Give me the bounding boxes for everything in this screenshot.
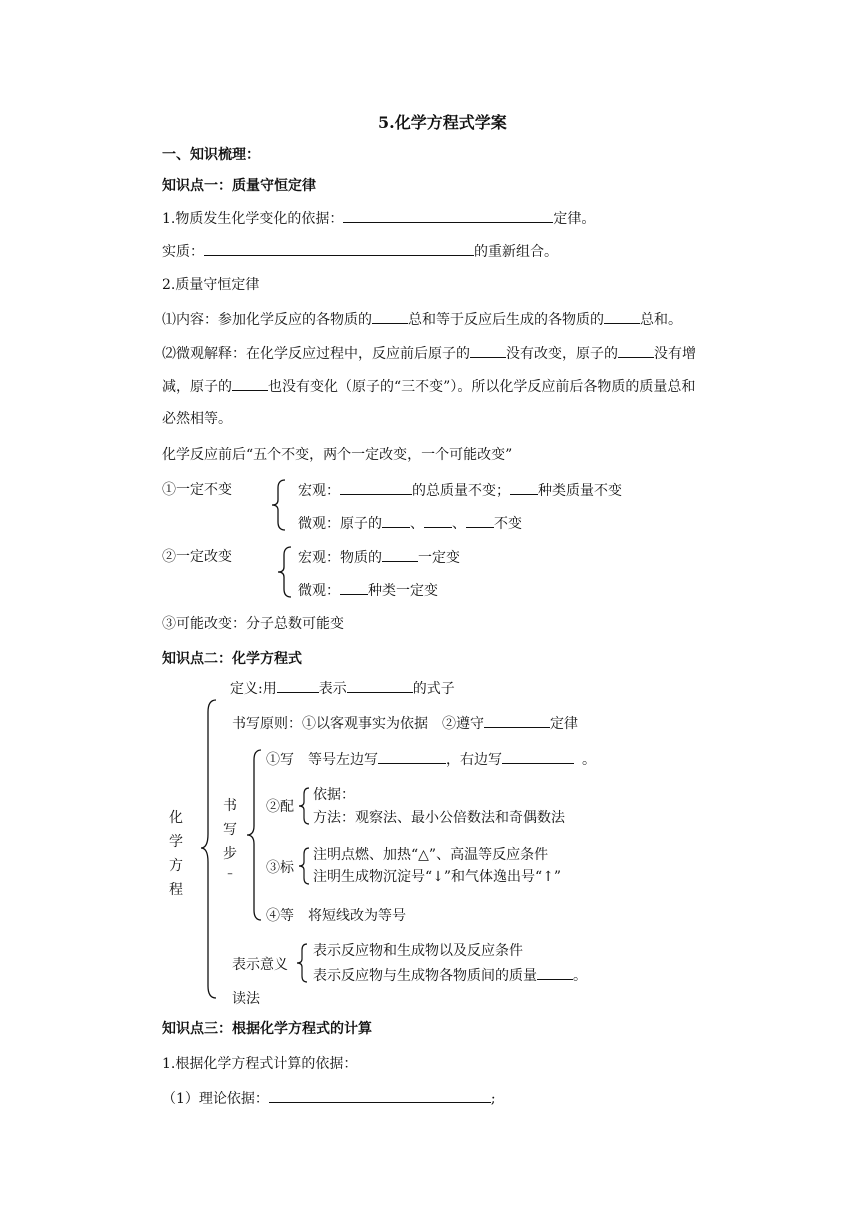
def-text: 的式子 bbox=[412, 681, 455, 697]
macro-label: 宏观：物质的 bbox=[298, 550, 382, 566]
content-text: ⑴内容：参加化学反应的各物质的 bbox=[162, 312, 372, 328]
step-equal: ④等 将短线改为等号 bbox=[266, 908, 406, 924]
step-write bbox=[266, 749, 596, 770]
steps-vertical-char: 书 bbox=[223, 798, 237, 814]
changed-macro bbox=[298, 547, 460, 568]
kp1-item1-label: 1.物质发生化学变化的依据： bbox=[162, 211, 344, 227]
steps-vertical-char: 写 bbox=[223, 822, 237, 838]
changed-label: ②一定改变 bbox=[162, 549, 232, 565]
blank bbox=[340, 580, 368, 595]
essence-label: 实质： bbox=[162, 244, 204, 260]
unchanged-macro bbox=[298, 480, 622, 501]
brace-icon bbox=[297, 786, 311, 826]
blank bbox=[484, 713, 550, 728]
step-mark-label: ③标 bbox=[266, 860, 294, 876]
blank bbox=[618, 343, 654, 358]
vertical-label-char: 化 bbox=[169, 810, 183, 826]
unchanged-label: ①一定不变 bbox=[162, 482, 232, 498]
brace-icon bbox=[295, 942, 309, 984]
definition bbox=[230, 678, 455, 699]
kp3-heading: 知识点三：根据化学方程式的计算 bbox=[162, 1021, 372, 1037]
micro-label: 微观： bbox=[298, 583, 340, 599]
micro-text: 不变 bbox=[494, 516, 522, 532]
content-text: 总和。 bbox=[640, 312, 682, 328]
step-mark-conditions: 注明点燃、加热“△”、高温等反应条件 bbox=[313, 847, 549, 863]
brace-icon bbox=[270, 478, 288, 532]
def-text: 表示 bbox=[318, 681, 347, 697]
micro-text: 没有增 bbox=[654, 346, 696, 362]
principle-text: 定律 bbox=[550, 716, 578, 732]
brace-icon bbox=[198, 698, 220, 1000]
content-text: 总和等于反应后生成的各物质的 bbox=[408, 312, 604, 328]
blank bbox=[204, 241, 474, 256]
blank bbox=[232, 376, 268, 391]
blank bbox=[510, 480, 538, 495]
blank bbox=[378, 749, 446, 764]
blank bbox=[382, 547, 418, 562]
macro-text: 一定变 bbox=[418, 550, 460, 566]
kp1-micro3: 必然相等。 bbox=[162, 411, 232, 427]
steps-vertical-char: – bbox=[227, 867, 233, 880]
macro-text: 种类质量不变 bbox=[538, 483, 622, 499]
separator: 、 bbox=[410, 516, 424, 532]
step-text: ①写 等号左边写 bbox=[266, 752, 378, 768]
blank bbox=[604, 309, 640, 324]
blank bbox=[347, 678, 413, 693]
reading-method: 读法 bbox=[232, 991, 260, 1007]
unchanged-micro bbox=[298, 513, 522, 534]
essence-after: 的重新组合。 bbox=[474, 244, 558, 260]
micro-text: 没有改变，原子的 bbox=[506, 346, 618, 362]
separator: 、 bbox=[452, 516, 466, 532]
blank bbox=[340, 480, 412, 495]
blank bbox=[343, 208, 553, 223]
blank bbox=[466, 513, 494, 528]
micro-text: 减，原子的 bbox=[162, 379, 232, 395]
micro-text: 种类一定变 bbox=[368, 583, 438, 599]
kp3-item1: 1.根据化学方程式计算的依据： bbox=[162, 1056, 358, 1072]
kp1-micro bbox=[162, 343, 696, 364]
section-heading: 一、知识梳理： bbox=[162, 147, 260, 163]
blank bbox=[502, 749, 574, 764]
kp1-micro2 bbox=[162, 376, 695, 397]
macro-label: 宏观： bbox=[298, 483, 340, 499]
micro-text: 也没有变化（原子的“三不变”）。所以化学反应前后各物质的质量总和 bbox=[268, 379, 696, 395]
micro-text: ⑵微观解释：在化学反应过程中，反应前后原子的 bbox=[162, 346, 470, 362]
kp1-item1 bbox=[162, 208, 595, 229]
meaning-label: 表示意义 bbox=[232, 957, 288, 973]
kp1-content bbox=[162, 309, 682, 330]
brace-icon bbox=[297, 846, 311, 886]
vertical-label-char: 学 bbox=[169, 834, 183, 850]
blank bbox=[277, 678, 319, 693]
step-text: 。 bbox=[582, 752, 596, 768]
step-balance-label: ②配 bbox=[266, 799, 294, 815]
blank bbox=[269, 1088, 491, 1103]
meaning-text: 表示反应物与生成物各物质间的质量 bbox=[313, 968, 537, 984]
kp1-item2: 2.质量守恒定律 bbox=[162, 277, 260, 293]
maybe-change: ③可能改变：分子总数可能变 bbox=[162, 616, 344, 632]
blank bbox=[424, 513, 452, 528]
blank bbox=[372, 309, 408, 324]
step-balance-method: 方法：观察法、最小公倍数法和奇偶数法 bbox=[313, 810, 565, 826]
def-text: 定义:用 bbox=[230, 681, 277, 697]
theory-label: （1）理论依据： bbox=[162, 1091, 269, 1107]
blank bbox=[470, 343, 506, 358]
macro-text: 的总质量不变； bbox=[412, 483, 510, 499]
step-text: ，右边写 bbox=[446, 752, 502, 768]
meaning-text: 。 bbox=[573, 968, 587, 984]
kp2-heading: 知识点二：化学方程式 bbox=[162, 651, 302, 667]
writing-principle bbox=[232, 713, 578, 734]
meaning-line2 bbox=[313, 965, 587, 986]
brace-icon bbox=[276, 545, 294, 599]
kp1-item1-after: 定律。 bbox=[553, 211, 596, 227]
kp1-summary: 化学反应前后“五个不变，两个一定改变，一个可能改变” bbox=[162, 447, 513, 463]
changed-micro bbox=[298, 580, 438, 601]
principle-text: 书写原则：①以客观事实为依据 ②遵守 bbox=[232, 716, 484, 732]
vertical-label-char: 方 bbox=[169, 858, 183, 874]
steps-vertical-char: 步 bbox=[223, 846, 237, 862]
meaning-line1: 表示反应物和生成物以及反应条件 bbox=[313, 943, 523, 959]
theory-after: ; bbox=[490, 1091, 496, 1107]
blank bbox=[537, 965, 573, 980]
brace-icon bbox=[244, 748, 264, 922]
step-mark-symbols: 注明生成物沉淀号“↓”和气体逸出号“↑” bbox=[313, 869, 562, 885]
kp1-essence bbox=[162, 241, 558, 262]
vertical-label-char: 程 bbox=[169, 882, 183, 898]
step-balance-basis: 依据： bbox=[313, 787, 355, 803]
micro-label: 微观：原子的 bbox=[298, 516, 382, 532]
kp3-theory bbox=[162, 1088, 496, 1109]
page-title: 5.化学方程式学案 bbox=[378, 113, 507, 132]
kp1-heading: 知识点一：质量守恒定律 bbox=[162, 178, 316, 194]
blank bbox=[382, 513, 410, 528]
